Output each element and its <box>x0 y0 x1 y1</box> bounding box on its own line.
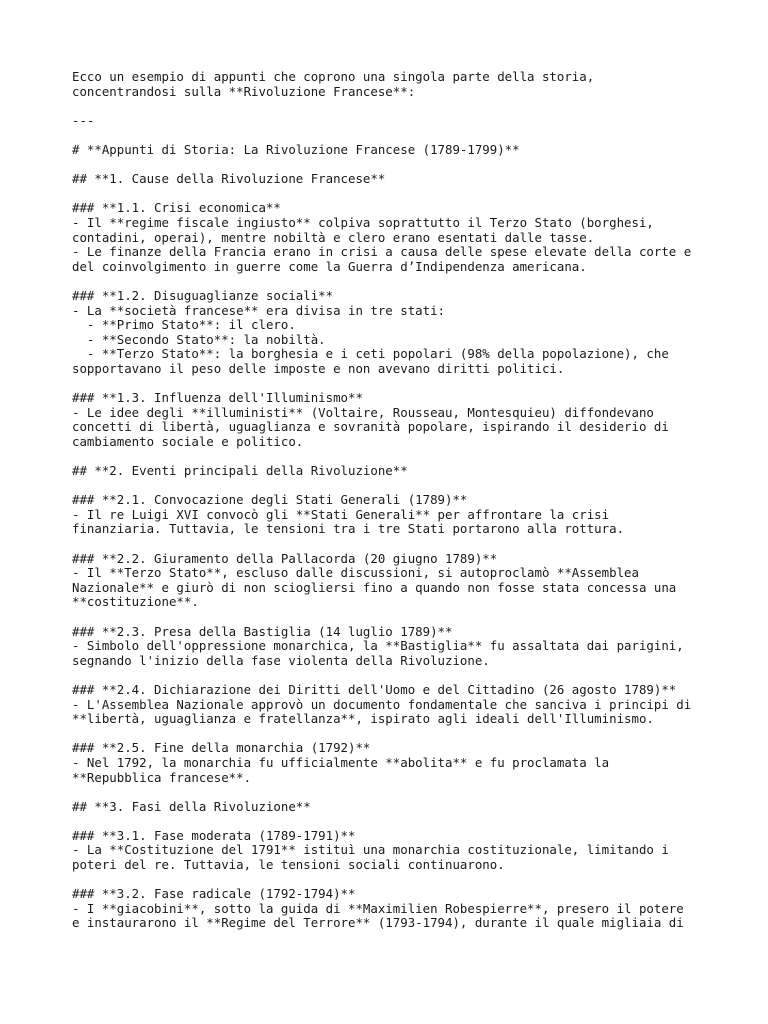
text-line: e instaurarono il **Regime del Terrore** (1793-1794), durante il quale migliaia di <box>72 915 684 931</box>
document-body <box>72 70 732 931</box>
blank-line <box>72 274 732 289</box>
text-line: sopportavano il peso delle imposte e non avevano diritti politici. <box>72 360 565 376</box>
blank-line <box>72 537 732 552</box>
list-item: - La **società francese** era divisa in tre stati: <box>72 302 445 318</box>
blank-line <box>72 814 732 829</box>
subsection-heading: ### **2.3. Presa della Bastiglia (14 luglio 1789)** <box>72 623 453 639</box>
text-line: Ecco un esempio di appunti che coprono una singola parte della storia, <box>72 69 595 84</box>
blank-line <box>72 727 732 742</box>
text-line: segnando l'inizio della fase violenta della Rivoluzione. <box>72 652 490 668</box>
list-item: - Le idee degli **illuministi** (Voltaire, Rousseau, Montesquieu) diffondevano <box>72 404 654 420</box>
text-line: **Repubblica francese**. <box>72 769 252 785</box>
blank-line <box>72 610 732 625</box>
blank-line <box>72 187 732 202</box>
text-line: **libertà, uguaglianza e fratellanza**, ispirato agli ideali dell'Illuminismo. <box>72 711 654 727</box>
list-item: - Il **Terzo Stato**, escluso dalle discussioni, si autoproclamò **Assemblea <box>72 565 639 581</box>
subsection-heading: ### **1.3. Influenza dell'Illuminismo** <box>72 390 363 406</box>
list-item: - La **Costituzione del 1791** istituì una monarchia costituzionale, limitando i <box>72 842 669 858</box>
text-line: contadini, operai), mentre nobiltà e clero erano esentati dalle tasse. <box>72 229 595 245</box>
nested-list-item: - **Secondo Stato**: la nobiltà. <box>72 331 326 347</box>
subsection-heading: ### **1.1. Crisi economica** <box>72 200 281 216</box>
section-heading: ## **2. Eventi principali della Rivoluzione** <box>72 463 408 479</box>
subsection-heading: ### **3.1. Fase moderata (1789-1791)** <box>72 827 356 843</box>
blank-line <box>72 128 732 143</box>
blank-line <box>72 785 732 800</box>
text-line: poteri del re. Tuttavia, le tensioni sociali continuarono. <box>72 857 505 873</box>
blank-line <box>72 449 732 464</box>
blank-line <box>72 479 732 494</box>
blank-line <box>72 158 732 173</box>
subsection-heading: ### **2.2. Giuramento della Pallacorda (20 giugno 1789)** <box>72 550 498 566</box>
list-item: - I **giacobini**, sotto la guida di **Maximilien Robespierre**, presero il potere <box>72 900 684 916</box>
text-line: concetti di libertà, uguaglianza e sovranità popolare, ispirando il desiderio di <box>72 419 669 435</box>
nested-list-item: - **Primo Stato**: il clero. <box>72 317 296 333</box>
text-line: finanziaria. Tuttavia, le tensioni tra i tre Stati portarono alla rottura. <box>72 521 625 537</box>
list-item: - Il **regime fiscale ingiusto** colpiva soprattutto il Terzo Stato (borghesi, <box>72 214 654 230</box>
subsection-heading: ### **2.5. Fine della monarchia (1792)** <box>72 740 371 756</box>
list-item: - L'Assemblea Nazionale approvò un documento fondamentale che sanciva i principi di <box>72 696 692 712</box>
section-heading: ## **3. Fasi della Rivoluzione** <box>72 798 311 814</box>
text-line: concentrandosi sulla **Rivoluzione Francese**: <box>72 83 416 99</box>
text-line: cambiamento sociale e politico. <box>72 433 304 449</box>
subsection-heading: ### **2.4. Dichiarazione dei Diritti dell'Uomo e del Cittadino (26 agosto 1789)** <box>72 681 677 697</box>
section-heading: ## **1. Cause della Rivoluzione Francese** <box>72 171 386 187</box>
text-line: **costituzione**. <box>72 594 199 610</box>
list-item: - Le finanze della Francia erano in crisi a causa delle spese elevate della corte e <box>72 244 692 260</box>
document-title: # **Appunti di Storia: La Rivoluzione Francese (1789-1799)** <box>72 141 520 157</box>
blank-line <box>72 668 732 683</box>
blank-line <box>72 99 732 114</box>
subsection-heading: ### **2.1. Convocazione degli Stati Generali (1789)** <box>72 492 468 508</box>
list-item: - Simbolo dell'oppressione monarchica, la **Bastiglia** fu assaltata dai parigini, <box>72 638 684 654</box>
list-item: - Il re Luigi XVI convocò gli **Stati Generali** per affrontare la crisi <box>72 506 610 522</box>
text-line: Nazionale** e giurò di non sciogliersi fino a quando non fosse stata concessa una <box>72 579 677 595</box>
text-line: del coinvolgimento in guerre come la Guerra d’Indipendenza americana. <box>72 258 587 274</box>
horizontal-rule: --- <box>72 112 95 128</box>
blank-line <box>72 873 732 888</box>
blank-line <box>72 376 732 391</box>
nested-list-item: - **Terzo Stato**: la borghesia e i ceti popolari (98% della popolazione), che <box>72 346 669 362</box>
subsection-heading: ### **3.2. Fase radicale (1792-1794)** <box>72 886 356 902</box>
list-item: - Nel 1792, la monarchia fu ufficialmente **abolita** e fu proclamata la <box>72 754 610 770</box>
subsection-heading: ### **1.2. Disuguaglianze sociali** <box>72 287 334 303</box>
